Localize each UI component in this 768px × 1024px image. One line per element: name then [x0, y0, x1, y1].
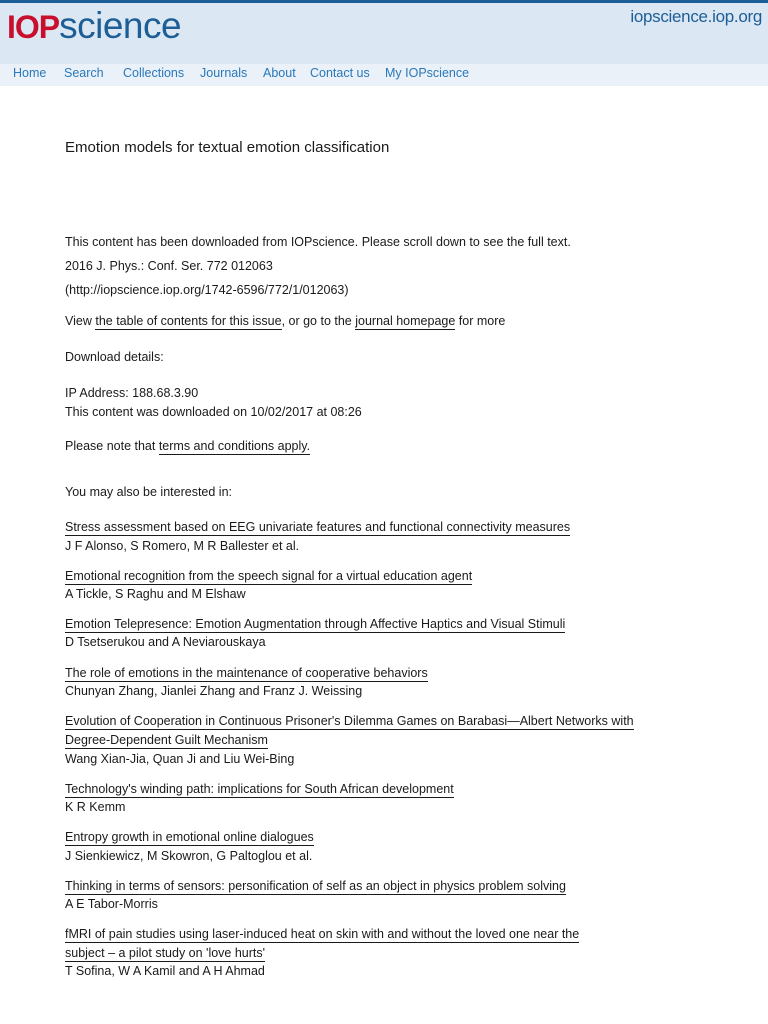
download-notice: This content has been downloaded from IOPscience. Please scroll down to see the full text. — [65, 235, 571, 249]
related-title[interactable]: Emotion Telepresence: Emotion Augmentation through Affective Haptics and Visual Stimuli — [65, 617, 566, 631]
nav-contact-us[interactable]: Contact us — [310, 66, 370, 80]
article-url: (http://iopscience.iop.org/1742-6596/772/1/012063) — [65, 283, 349, 297]
main-nav — [0, 64, 768, 86]
related-authors: T Sofina, W A Kamil and A H Ahmad — [65, 964, 265, 978]
related-title[interactable]: Emotional recognition from the speech signal for a virtual education agent — [65, 569, 473, 583]
view-middle: , or go to the — [281, 314, 356, 328]
related-authors: J Sienkiewicz, M Skowron, G Paltoglou et al. — [65, 849, 313, 863]
related-title[interactable]: Thinking in terms of sensors: personification of self as an object in physics problem solving — [65, 879, 566, 893]
related-title-continued[interactable]: subject – a pilot study on 'love hurts' — [65, 946, 266, 960]
interested-label: You may also be interested in: — [65, 485, 233, 499]
related-authors: A Tickle, S Raghu and M Elshaw — [65, 587, 246, 601]
logo-iop-text: IOP — [7, 9, 60, 45]
note-prefix: Please note that — [65, 439, 159, 453]
related-authors: A E Tabor-Morris — [65, 897, 158, 911]
nav-home[interactable]: Home — [13, 66, 47, 80]
terms-line — [65, 438, 310, 454]
site-url[interactable]: iopscience.iop.org — [630, 7, 762, 26]
iopscience-logo[interactable] — [7, 5, 181, 45]
article-title: Emotion models for textual emotion classification — [65, 139, 390, 156]
citation: 2016 J. Phys.: Conf. Ser. 772 012063 — [65, 259, 273, 273]
nav-my-iopscience[interactable]: My IOPscience — [385, 66, 470, 80]
view-suffix: for more — [455, 314, 506, 328]
related-title[interactable]: Evolution of Cooperation in Continuous Prisoner's Dilemma Games on Barabasi—Albert Networks with — [65, 714, 634, 728]
nav-search[interactable]: Search — [64, 66, 104, 80]
toc-link[interactable]: the table of contents for this issue — [95, 314, 282, 328]
nav-journals[interactable]: Journals — [200, 66, 248, 80]
journal-homepage-link[interactable]: journal homepage — [355, 314, 456, 328]
related-title-continued[interactable]: Degree-Dependent Guilt Mechanism — [65, 733, 268, 747]
related-title[interactable]: Entropy growth in emotional online dialogues — [65, 830, 314, 844]
related-title[interactable]: fMRI of pain studies using laser-induced heat on skin with and without the loved one near the — [65, 927, 580, 941]
related-title[interactable]: Stress assessment based on EEG univariate features and functional connectivity measures — [65, 520, 571, 534]
nav-about[interactable]: About — [263, 66, 296, 80]
related-authors: K R Kemm — [65, 800, 126, 814]
related-title[interactable]: The role of emotions in the maintenance of cooperative behaviors — [65, 666, 428, 680]
view-line — [65, 313, 505, 329]
downloaded-on: This content was downloaded on 10/02/2017 at 08:26 — [65, 405, 362, 419]
related-authors: D Tsetserukou and A Neviarouskaya — [65, 635, 266, 649]
related-authors: J F Alonso, S Romero, M R Ballester et al. — [65, 539, 300, 553]
related-title[interactable]: Technology's winding path: implications for South African development — [65, 782, 454, 796]
download-details-label: Download details: — [65, 350, 164, 364]
related-authors: Wang Xian-Jia, Quan Ji and Liu Wei-Bing — [65, 752, 295, 766]
related-authors: Chunyan Zhang, Jianlei Zhang and Franz J. Weissing — [65, 684, 363, 698]
view-prefix: View — [65, 314, 96, 328]
nav-collections[interactable]: Collections — [123, 66, 185, 80]
logo-science-text: science — [59, 5, 182, 46]
site-header — [0, 3, 768, 64]
ip-address: IP Address: 188.68.3.90 — [65, 386, 199, 400]
terms-link[interactable]: terms and conditions apply. — [158, 439, 311, 453]
